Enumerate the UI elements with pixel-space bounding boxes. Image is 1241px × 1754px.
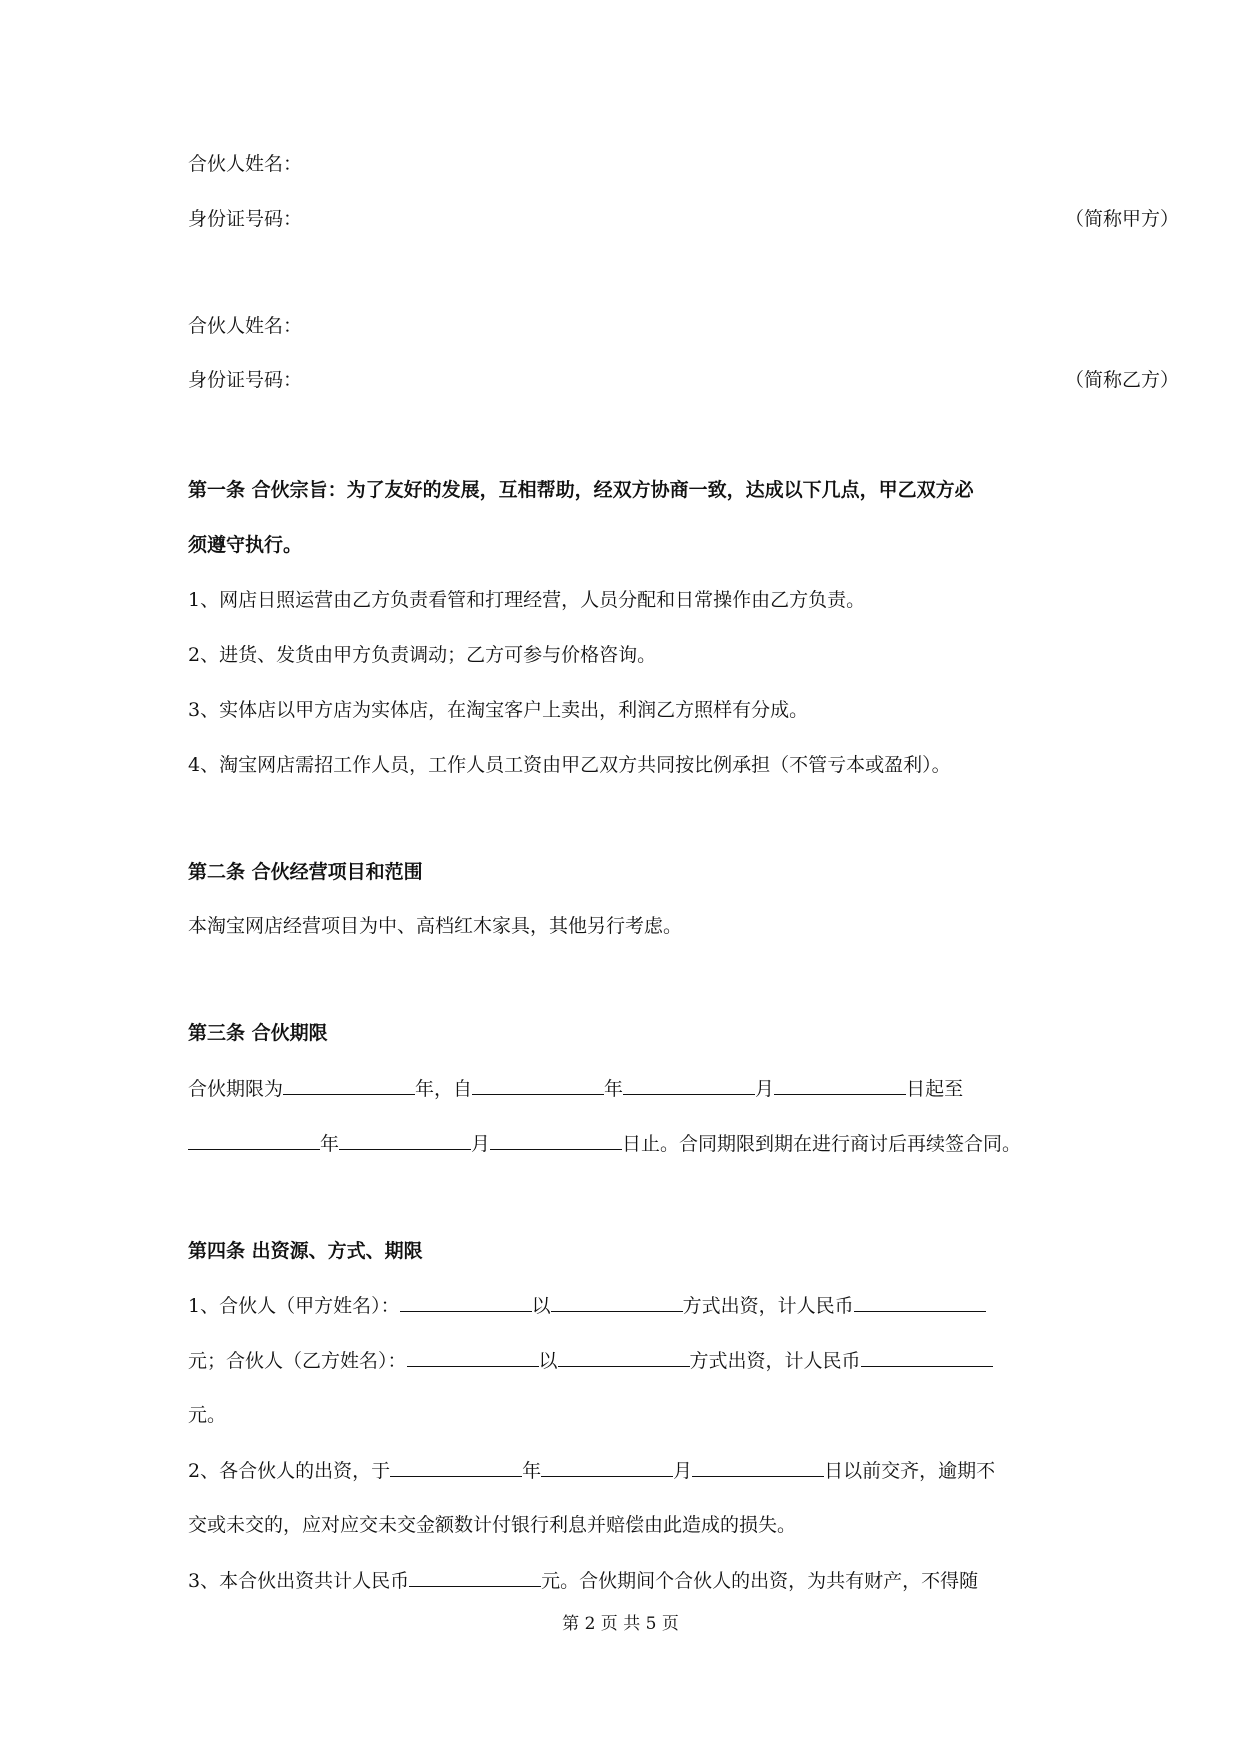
blank-party-b-name[interactable] (407, 1346, 539, 1367)
article4-item3-line1 (188, 1566, 1058, 1595)
blank-end-year[interactable] (188, 1129, 320, 1150)
article4-item2-line2: 交或未交的，应对应交未交金额数计付银行利息并赔偿由此造成的损失。 (188, 1514, 797, 1536)
article1-item-3: 3、实体店以甲方店为实体店，在淘宝客户上卖出，利润乙方照样有分成。 (188, 699, 809, 721)
party-b-id-label: 身份证号码： (188, 369, 303, 391)
blank-start-month[interactable] (623, 1074, 755, 1095)
text-fragment: 月 (755, 1078, 775, 1100)
text-fragment: 方式出资，计人民币 (689, 1350, 861, 1372)
blank-party-a-name[interactable] (400, 1291, 532, 1312)
text-fragment: 方式出资，计人民币 (682, 1295, 854, 1317)
text-fragment: 年，自 (415, 1078, 473, 1100)
party-b-name-label: 合伙人姓名： (188, 315, 303, 337)
blank-deadline-month[interactable] (541, 1456, 673, 1477)
text-fragment: 日以前交齐，逾期不 (824, 1460, 996, 1482)
blank-party-a-amount[interactable] (854, 1291, 986, 1312)
text-fragment: 2、各合伙人的出资，于 (188, 1460, 391, 1482)
text-fragment: 元。合伙期间个合伙人的出资，为共有财产，不得随 (541, 1570, 979, 1592)
party-a-note: （简称甲方） (1065, 208, 1180, 230)
party-a-id-label: 身份证号码： (188, 208, 303, 230)
blank-start-year[interactable] (472, 1074, 604, 1095)
text-fragment: 年 (604, 1078, 624, 1100)
text-fragment: 年 (522, 1460, 542, 1482)
text-fragment: 3、本合伙出资共计人民币 (188, 1570, 410, 1592)
article3-line1 (188, 1074, 1058, 1103)
article2-heading: 第二条 合伙经营项目和范围 (188, 861, 423, 883)
party-b-note: （简称乙方） (1065, 369, 1180, 391)
article4-item1-line1 (188, 1291, 1058, 1320)
article2-text: 本淘宝网店经营项目为中、高档红木家具，其他另行考虑。 (188, 915, 683, 937)
article4-item1-line3: 元。 (188, 1404, 227, 1426)
text-fragment: 日止。合同期限到期在进行商讨后再续签合同。 (622, 1133, 1022, 1155)
text-fragment: 年 (320, 1133, 340, 1155)
party-b-id-row (188, 366, 1180, 394)
article1-heading-line2: 须遵守执行。 (188, 534, 303, 556)
blank-party-b-method[interactable] (558, 1346, 690, 1367)
text-fragment: 月 (673, 1460, 693, 1482)
text-fragment: 日起至 (906, 1078, 964, 1100)
blank-term-years[interactable] (283, 1074, 415, 1095)
text-fragment: 合伙期限为 (188, 1078, 284, 1100)
text-fragment: 元；合伙人（乙方姓名）： (188, 1350, 407, 1372)
blank-total-amount[interactable] (409, 1566, 541, 1587)
blank-deadline-year[interactable] (390, 1456, 522, 1477)
article3-heading: 第三条 合伙期限 (188, 1022, 328, 1044)
blank-party-a-method[interactable] (551, 1291, 683, 1312)
article3-line2 (188, 1129, 1058, 1158)
blank-start-day[interactable] (774, 1074, 906, 1095)
page-number-footer: 第 2 页 共 5 页 (562, 1614, 679, 1634)
text-fragment: 以 (538, 1350, 558, 1372)
text-fragment: 月 (471, 1133, 491, 1155)
article4-item1-line2 (188, 1346, 1058, 1375)
article4-heading: 第四条 出资源、方式、期限 (188, 1240, 423, 1262)
blank-party-b-amount[interactable] (861, 1346, 993, 1367)
text-fragment: 以 (531, 1295, 551, 1317)
party-a-id-row (188, 205, 1180, 233)
blank-end-day[interactable] (490, 1129, 622, 1150)
blank-end-month[interactable] (339, 1129, 471, 1150)
article1-item-4: 4、淘宝网店需招工作人员，工作人员工资由甲乙双方共同按比例承担（不管亏本或盈利）。 (188, 754, 951, 776)
article1-item-2: 2、进货、发货由甲方负责调动；乙方可参与价格咨询。 (188, 644, 657, 666)
article1-heading-line1: 第一条 合伙宗旨：为了友好的发展，互相帮助，经双方协商一致，达成以下几点，甲乙双方必 (188, 479, 974, 501)
article1-item-1: 1、网店日照运营由乙方负责看管和打理经营，人员分配和日常操作由乙方负责。 (188, 589, 866, 611)
blank-deadline-day[interactable] (692, 1456, 824, 1477)
party-a-name-label: 合伙人姓名： (188, 153, 303, 175)
text-fragment: 1、合伙人（甲方姓名）： (188, 1295, 400, 1317)
article4-item2-line1 (188, 1456, 1058, 1485)
